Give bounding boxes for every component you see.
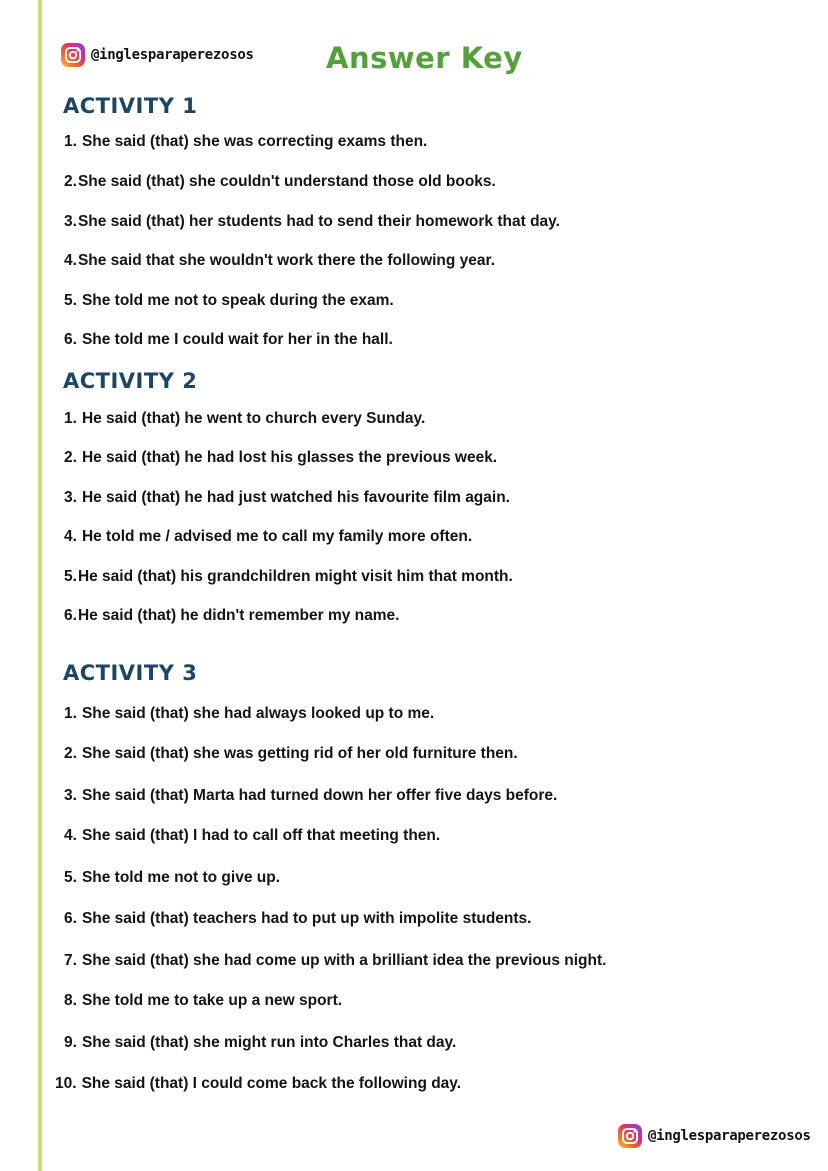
instagram-icon	[618, 1124, 642, 1148]
list-item: 2. He said (that) he had lost his glasses the previous week.	[64, 449, 498, 466]
list-item: 4. He told me / advised me to call my family more often.	[64, 528, 473, 545]
list-item: 6. She said (that) teachers had to put up with impolite students.	[64, 910, 532, 927]
activity-3-heading: ACTIVITY 3	[63, 661, 198, 685]
list-item: 5. She told me not to give up.	[64, 869, 280, 886]
list-item: 1. She said (that) she was correcting exams then.	[64, 133, 428, 150]
list-item: 1. He said (that) he went to church every Sunday.	[64, 410, 426, 427]
page-title: Answer Key	[326, 41, 523, 75]
social-handle-text: @inglesparaperezosos	[91, 47, 254, 63]
social-handle-footer[interactable]	[618, 1124, 811, 1148]
list-item: 3. She said (that) Marta had turned down her offer five days before.	[64, 787, 558, 804]
list-item: 4.She said that she wouldn't work there the following year.	[64, 252, 496, 269]
list-item: 1. She said (that) she had always looked up to me.	[64, 705, 435, 722]
list-item: 7. She said (that) she had come up with a brilliant idea the previous night.	[64, 952, 607, 969]
list-item: 5. She told me not to speak during the exam.	[64, 292, 394, 309]
list-item: 2. She said (that) she was getting rid of her old furniture then.	[64, 745, 518, 762]
list-item: 8. She told me to take up a new sport.	[64, 992, 343, 1009]
social-handle-text: @inglesparaperezosos	[648, 1128, 811, 1144]
list-item: 6.He said (that) he didn't remember my name.	[64, 607, 400, 624]
activity-1-heading: ACTIVITY 1	[63, 94, 198, 118]
list-item: 2.She said (that) she couldn't understand those old books.	[64, 173, 496, 190]
list-item: 4. She said (that) I had to call off that meeting then.	[64, 827, 441, 844]
list-item: 3. He said (that) he had just watched his favourite film again.	[64, 489, 510, 506]
activity-2-heading: ACTIVITY 2	[63, 369, 198, 393]
margin-line	[38, 0, 42, 1171]
list-item: 6. She told me I could wait for her in the hall.	[64, 331, 393, 348]
list-item: 5.He said (that) his grandchildren might visit him that month.	[64, 568, 513, 585]
list-item: 9. She said (that) she might run into Charles that day.	[64, 1034, 457, 1051]
list-item: 10. She said (that) I could come back the following day.	[55, 1075, 462, 1092]
social-handle-header[interactable]	[61, 43, 254, 67]
list-item: 3.She said (that) her students had to send their homework that day.	[64, 213, 560, 230]
instagram-icon	[61, 43, 85, 67]
